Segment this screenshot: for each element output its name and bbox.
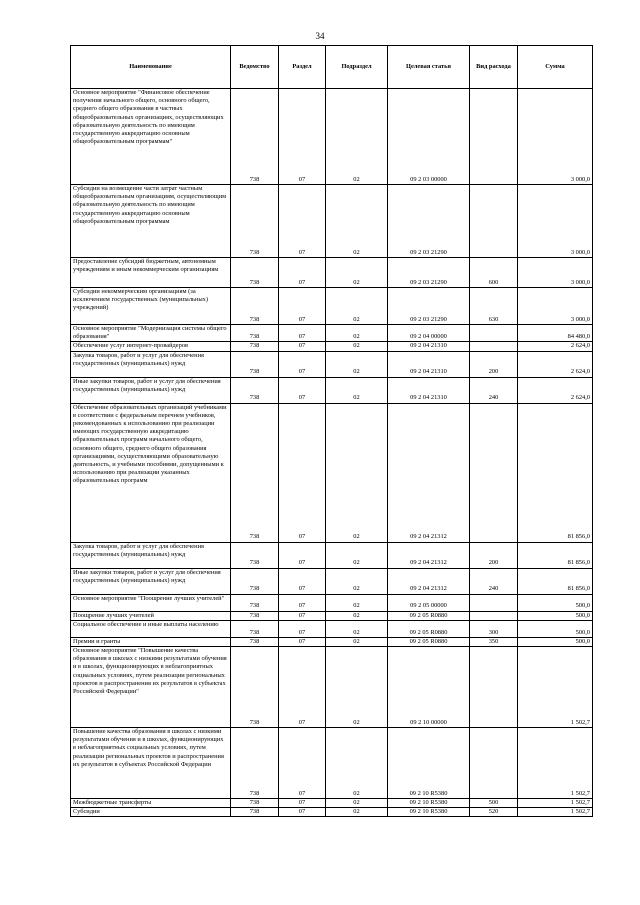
row-expense-type: 350	[470, 637, 518, 646]
row-section: 07	[279, 647, 326, 728]
row-name: Закупка товаров, работ и услуг для обеспечения государственных (муниципальных) нужд	[71, 351, 231, 377]
row-name: Обеспечение услуг интернет-провайдеров	[71, 342, 231, 351]
row-subsection: 02	[326, 89, 388, 185]
row-name: Поощрение лучших учителей	[71, 611, 231, 620]
row-target-article: 09 2 04 21312	[388, 568, 470, 594]
row-expense-type	[470, 403, 518, 542]
row-name: Основное мероприятие "Повышение качества образования в школах с низкими результатами обучения и в школах, функционирующих в неблагоприятных социальных условиях, путем реализации региональных проектов и распространения их результатов в субъектах Российской Федерации"	[71, 647, 231, 728]
table-row	[71, 647, 593, 728]
row-target-article: 09 2 04 00000	[388, 325, 470, 342]
table-row	[71, 258, 593, 288]
row-section: 07	[279, 377, 326, 403]
row-amount: 1 502,7	[518, 799, 593, 808]
row-expense-type: 240	[470, 377, 518, 403]
row-subsection: 02	[326, 808, 388, 817]
row-target-article: 09 2 03 21290	[388, 185, 470, 258]
header-amount: Сумма	[518, 46, 593, 89]
table-row	[71, 568, 593, 594]
row-name: Иные закупки товаров, работ и услуг для обеспечения государственных (муниципальных) нужд	[71, 377, 231, 403]
row-section: 07	[279, 637, 326, 646]
row-subsection: 02	[326, 594, 388, 611]
row-amount: 1 502,7	[518, 647, 593, 728]
header-section: Раздел	[279, 46, 326, 89]
row-section: 07	[279, 799, 326, 808]
row-name: Иные закупки товаров, работ и услуг для обеспечения государственных (муниципальных) нужд	[71, 568, 231, 594]
row-amount: 1 502,7	[518, 808, 593, 817]
row-expense-type: 500	[470, 799, 518, 808]
row-name: Субсидии на возмещение части затрат частным общеобразовательным организациям, осуществляющим образовательную деятельность по имеющим государственную аккредитацию основным общеобразовательным программам	[71, 185, 231, 258]
row-subsection: 02	[326, 325, 388, 342]
row-department: 738	[231, 620, 279, 637]
row-subsection: 02	[326, 342, 388, 351]
row-target-article: 09 2 04 21310	[388, 377, 470, 403]
row-target-article: 09 2 05 R0880	[388, 637, 470, 646]
row-expense-type: 200	[470, 542, 518, 568]
row-amount: 81 856,0	[518, 568, 593, 594]
row-target-article: 09 2 10 00000	[388, 647, 470, 728]
row-department: 738	[231, 185, 279, 258]
row-name: Основное мероприятие "Поощрение лучших учителей"	[71, 594, 231, 611]
row-target-article: 09 2 04 21310	[388, 342, 470, 351]
row-subsection: 02	[326, 351, 388, 377]
row-section: 07	[279, 620, 326, 637]
row-amount: 2 624,0	[518, 351, 593, 377]
row-amount: 81 856,0	[518, 403, 593, 542]
row-section: 07	[279, 258, 326, 288]
table-row	[71, 611, 593, 620]
row-name: Основное мероприятие "Модернизация системы общего образования"	[71, 325, 231, 342]
row-section: 07	[279, 611, 326, 620]
row-subsection: 02	[326, 185, 388, 258]
table-row	[71, 542, 593, 568]
row-name: Предоставление субсидий бюджетным, автономным учреждениям и иным некоммерческим организациям	[71, 258, 231, 288]
row-department: 738	[231, 647, 279, 728]
row-expense-type: 630	[470, 288, 518, 325]
row-name: Закупка товаров, работ и услуг для обеспечения государственных (муниципальных) нужд	[71, 542, 231, 568]
row-name: Межбюджетные трансферты	[71, 799, 231, 808]
row-subsection: 02	[326, 728, 388, 799]
row-section: 07	[279, 89, 326, 185]
row-department: 738	[231, 542, 279, 568]
header-target-article: Целевая статья	[388, 46, 470, 89]
row-name: Субсидии	[71, 808, 231, 817]
row-section: 07	[279, 542, 326, 568]
row-department: 738	[231, 351, 279, 377]
row-department: 738	[231, 325, 279, 342]
row-expense-type: 240	[470, 568, 518, 594]
row-section: 07	[279, 342, 326, 351]
row-department: 738	[231, 637, 279, 646]
table-row	[71, 89, 593, 185]
row-name: Основное мероприятие "Финансовое обеспечение получения начального общего, основного общего, среднего общего образования в частных общеобразовательных организациях, осуществляющих образовательную деятельность по имеющим государственную аккредитацию основным общеобразовательным программам"	[71, 89, 231, 185]
row-section: 07	[279, 185, 326, 258]
table-row	[71, 808, 593, 817]
row-amount: 500,0	[518, 594, 593, 611]
row-name: Премии и гранты	[71, 637, 231, 646]
row-target-article: 09 2 05 R0880	[388, 611, 470, 620]
row-department: 738	[231, 288, 279, 325]
row-target-article: 09 2 04 21312	[388, 542, 470, 568]
row-name: Социальное обеспечение и иные выплаты населению	[71, 620, 231, 637]
row-subsection: 02	[326, 542, 388, 568]
row-amount: 1 502,7	[518, 728, 593, 799]
row-name: Субсидии некоммерческим организациям (за исключением государственных (муниципальных) учреждений)	[71, 288, 231, 325]
header-expense-type: Вид расхода	[470, 46, 518, 89]
row-department: 738	[231, 594, 279, 611]
row-amount: 3 000,0	[518, 288, 593, 325]
row-department: 738	[231, 377, 279, 403]
row-expense-type	[470, 728, 518, 799]
table-row	[71, 377, 593, 403]
row-amount: 500,0	[518, 620, 593, 637]
header-subsection: Подраздел	[326, 46, 388, 89]
row-expense-type	[470, 325, 518, 342]
row-subsection: 02	[326, 568, 388, 594]
row-expense-type: 520	[470, 808, 518, 817]
row-section: 07	[279, 403, 326, 542]
row-expense-type: 200	[470, 351, 518, 377]
row-amount: 3 000,0	[518, 258, 593, 288]
row-section: 07	[279, 728, 326, 799]
table-row	[71, 351, 593, 377]
row-name: Повышение качества образования в школах с низкими результатами обучения и в школах, функционирующих в неблагоприятных социальных условиях, путем реализации региональных проектов и распространения их результатов в субъектах Российской Федерации	[71, 728, 231, 799]
row-target-article: 09 2 03 21290	[388, 258, 470, 288]
row-subsection: 02	[326, 403, 388, 542]
row-department: 738	[231, 611, 279, 620]
row-subsection: 02	[326, 637, 388, 646]
row-expense-type	[470, 611, 518, 620]
row-department: 738	[231, 808, 279, 817]
row-expense-type	[470, 594, 518, 611]
row-target-article: 09 2 04 21310	[388, 351, 470, 377]
row-subsection: 02	[326, 258, 388, 288]
row-target-article: 09 2 10 R5380	[388, 728, 470, 799]
row-expense-type: 600	[470, 258, 518, 288]
row-expense-type	[470, 89, 518, 185]
row-amount: 2 624,0	[518, 377, 593, 403]
row-amount: 3 000,0	[518, 185, 593, 258]
row-target-article: 09 2 03 21290	[388, 288, 470, 325]
row-department: 738	[231, 403, 279, 542]
row-amount: 500,0	[518, 611, 593, 620]
row-target-article: 09 2 10 R5380	[388, 799, 470, 808]
header-name: Наименование	[71, 46, 231, 89]
row-target-article: 09 2 05 R0880	[388, 620, 470, 637]
row-amount: 500,0	[518, 637, 593, 646]
table-row	[71, 325, 593, 342]
row-target-article: 09 2 03 00000	[388, 89, 470, 185]
page-number: 34	[315, 31, 325, 41]
row-subsection: 02	[326, 620, 388, 637]
table-row	[71, 403, 593, 542]
table-row	[71, 342, 593, 351]
row-section: 07	[279, 351, 326, 377]
table-row	[71, 594, 593, 611]
table-row	[71, 288, 593, 325]
row-name: Обеспечение образовательных организаций учебниками в соответствии с федеральным перечнем учебников, рекомендованных к использованию при реализации имеющих государственную аккредитацию образовательных программ начального общего, основного общего, среднего общего образования организациями, осуществляющими образовательную деятельность, и учебными пособиями, допущенными к использованию при реализации указанных образовательных программ	[71, 403, 231, 542]
row-amount: 84 480,0	[518, 325, 593, 342]
row-subsection: 02	[326, 288, 388, 325]
row-subsection: 02	[326, 799, 388, 808]
row-expense-type	[470, 342, 518, 351]
table-row	[71, 799, 593, 808]
row-expense-type	[470, 647, 518, 728]
budget-table	[70, 45, 593, 817]
row-expense-type: 300	[470, 620, 518, 637]
row-expense-type	[470, 185, 518, 258]
table-row	[71, 637, 593, 646]
row-department: 738	[231, 568, 279, 594]
row-section: 07	[279, 808, 326, 817]
row-target-article: 09 2 10 R5380	[388, 808, 470, 817]
row-section: 07	[279, 568, 326, 594]
row-department: 738	[231, 799, 279, 808]
row-department: 738	[231, 728, 279, 799]
row-target-article: 09 2 04 21312	[388, 403, 470, 542]
row-target-article: 09 2 05 00000	[388, 594, 470, 611]
table-row	[71, 185, 593, 258]
row-subsection: 02	[326, 611, 388, 620]
table-row	[71, 728, 593, 799]
table-header-row	[71, 46, 593, 89]
row-subsection: 02	[326, 377, 388, 403]
row-amount: 81 856,0	[518, 542, 593, 568]
row-section: 07	[279, 325, 326, 342]
row-amount: 2 624,0	[518, 342, 593, 351]
row-subsection: 02	[326, 647, 388, 728]
row-department: 738	[231, 89, 279, 185]
row-amount: 3 000,0	[518, 89, 593, 185]
row-section: 07	[279, 288, 326, 325]
row-section: 07	[279, 594, 326, 611]
table-row	[71, 620, 593, 637]
row-department: 738	[231, 342, 279, 351]
row-department: 738	[231, 258, 279, 288]
header-department: Ведомство	[231, 46, 279, 89]
